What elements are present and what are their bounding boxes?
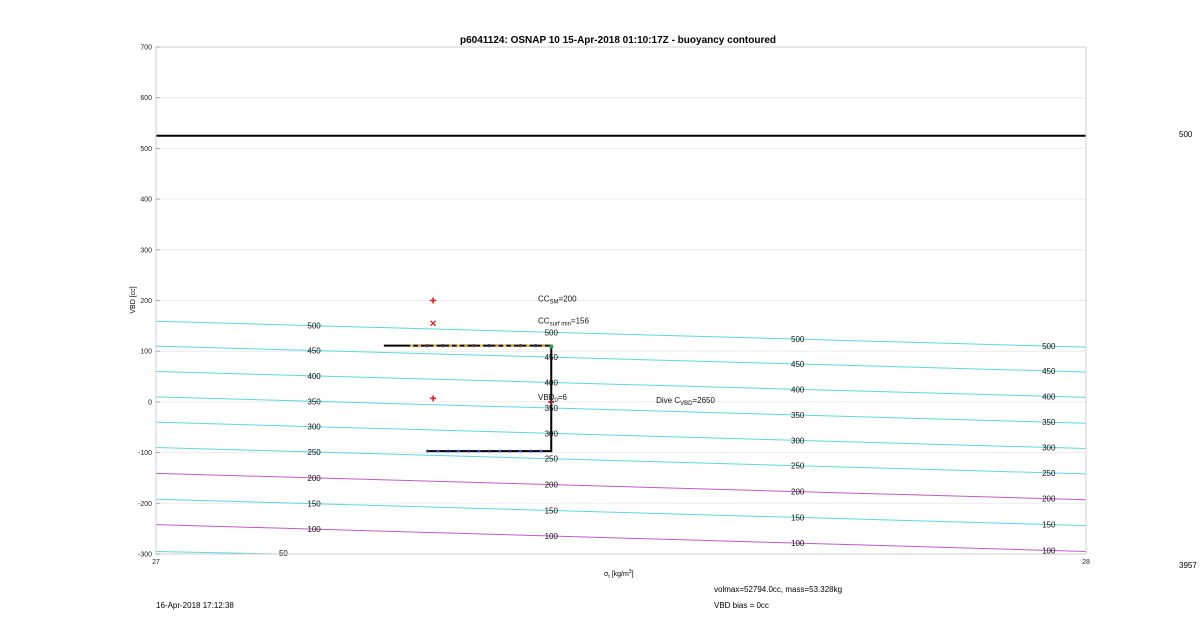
sample-dot: [467, 450, 470, 453]
contour-line-400: [156, 371, 1086, 397]
contour-label: 150: [307, 499, 321, 509]
x-tick-label: 28: [1082, 559, 1090, 566]
sample-dot: [426, 344, 429, 347]
footer-vbd-bias: VBD bias = 0cc: [714, 601, 769, 610]
contour-label: 400: [1042, 392, 1056, 402]
contour-label: 450: [1042, 366, 1056, 376]
y-axis-label: VBD [cc]: [130, 286, 137, 314]
sample-dot: [519, 450, 522, 453]
contour-label: 450: [307, 346, 321, 356]
y-tick-label: 400: [140, 196, 152, 204]
dive-path: [384, 344, 554, 452]
contour-label: 150: [544, 506, 558, 516]
contour-line-450: [156, 346, 1086, 372]
sample-dot: [498, 450, 501, 453]
sample-dot: [519, 344, 522, 347]
sample-dot: [480, 344, 483, 347]
reference-line-label: 500: [1179, 130, 1193, 139]
y-tick-label: -100: [137, 450, 152, 458]
marker-cross: [431, 321, 436, 326]
contour-line-200: [156, 473, 1086, 499]
marker-plus: [430, 395, 436, 401]
contour-label: 450: [544, 353, 558, 363]
contour-label: 350: [791, 411, 805, 421]
contour-label: 100: [307, 525, 321, 535]
sample-dot: [433, 344, 436, 347]
sample-dot: [488, 450, 491, 453]
y-tick-label: 0: [148, 399, 152, 407]
sample-dot: [447, 450, 450, 453]
sample-dot: [441, 344, 444, 347]
contour-label: 350: [1042, 418, 1056, 428]
annotation-label: $VBD_0=6$: [538, 392, 567, 404]
y-tick-label: -300: [137, 551, 152, 559]
contour-line-300: [156, 422, 1086, 448]
contour-label: 250: [791, 461, 805, 471]
sample-dot: [509, 450, 512, 453]
axis-ticks: [138, 45, 1090, 567]
footer-volmax: volmax=52794.0cc, mass=53.328kg: [714, 585, 843, 594]
x-tick-label: 27: [152, 559, 160, 566]
chart-title: p6041124: OSNAP 10 15-Apr-2018 01:10:17Z - buoyancy contoured: [459, 35, 777, 46]
contour-label: 100: [544, 532, 558, 542]
y-tick-label: 300: [140, 247, 152, 255]
y-tick-label: 100: [140, 348, 152, 356]
annotation-label: $CC_{SM}=200$: [538, 294, 577, 306]
marker-plus: [430, 298, 436, 304]
sample-dot: [549, 344, 553, 348]
contour-label: 400: [791, 385, 805, 395]
contour-line-100: [156, 525, 1086, 552]
contour-label: 500: [544, 328, 558, 338]
contour-label: 300: [544, 429, 558, 439]
sample-dot: [503, 344, 506, 347]
contour-label: 150: [791, 513, 805, 523]
contour-label: 250: [1042, 468, 1056, 478]
sample-dot: [511, 344, 514, 347]
contour-labels: [279, 322, 1056, 558]
sample-dot: [540, 450, 543, 453]
sample-dot: [542, 344, 545, 347]
annotation-label: Dive $C_{VBD}=2650$: [656, 395, 715, 407]
y-tick-label: -200: [137, 500, 152, 508]
grid: [156, 47, 1086, 554]
contour-label: 100: [791, 539, 805, 549]
sample-dot: [426, 450, 429, 453]
contour-label: 300: [307, 422, 321, 432]
sample-dot: [472, 344, 475, 347]
contour-label: 200: [307, 473, 321, 483]
contour-label: 450: [791, 359, 805, 369]
sample-dot: [464, 344, 467, 347]
contour-label: 100: [1042, 546, 1056, 556]
sample-dot: [534, 344, 537, 347]
sample-dot: [457, 450, 460, 453]
corner-label: 3957: [1179, 561, 1197, 570]
contour-label: 250: [544, 454, 558, 464]
y-tick-label: 200: [140, 298, 152, 305]
contour-label: 200: [1042, 494, 1056, 504]
sample-dot: [526, 344, 529, 347]
sample-dot: [449, 344, 452, 347]
sample-dot: [457, 344, 460, 347]
sample-dot: [495, 344, 498, 347]
sample-dot: [418, 344, 421, 347]
buoyancy-contours: [156, 321, 1086, 570]
contour-label: 50: [278, 549, 288, 558]
sample-dot: [529, 450, 532, 453]
annotation-label: $CC_{surf min}=156$: [538, 316, 589, 328]
contour-line-350: [156, 397, 1086, 423]
sample-dot: [436, 450, 439, 453]
contour-label: 200: [544, 480, 558, 490]
contour-label: 250: [307, 448, 321, 458]
y-tick-label: 700: [140, 44, 152, 52]
contour-line-250: [156, 448, 1086, 474]
contour-label: 350: [307, 397, 321, 407]
contour-line-500: [156, 321, 1086, 347]
contour-label: 500: [1042, 342, 1056, 352]
sample-dot: [478, 450, 481, 453]
contour-label: 400: [544, 378, 558, 388]
contour-label: 500: [307, 321, 321, 331]
sample-dot: [488, 344, 491, 347]
contour-label: 150: [1042, 520, 1056, 530]
y-tick-label: 600: [140, 95, 152, 103]
contour-label: 200: [791, 487, 805, 497]
contour-label: 300: [1042, 443, 1056, 453]
contour-label: 300: [791, 436, 805, 446]
contour-label: 350: [544, 404, 558, 414]
sample-dot: [410, 344, 413, 347]
x-axis-label: $\sigma_t$ $[kg/m^3]$: [604, 569, 634, 580]
y-tick-label: 500: [140, 145, 152, 153]
dive-path-line: [384, 346, 551, 451]
contour-label: 500: [791, 335, 805, 345]
contour-label: 400: [307, 371, 321, 381]
footer-timestamp: 16-Apr-2018 17:12:38: [156, 601, 234, 610]
